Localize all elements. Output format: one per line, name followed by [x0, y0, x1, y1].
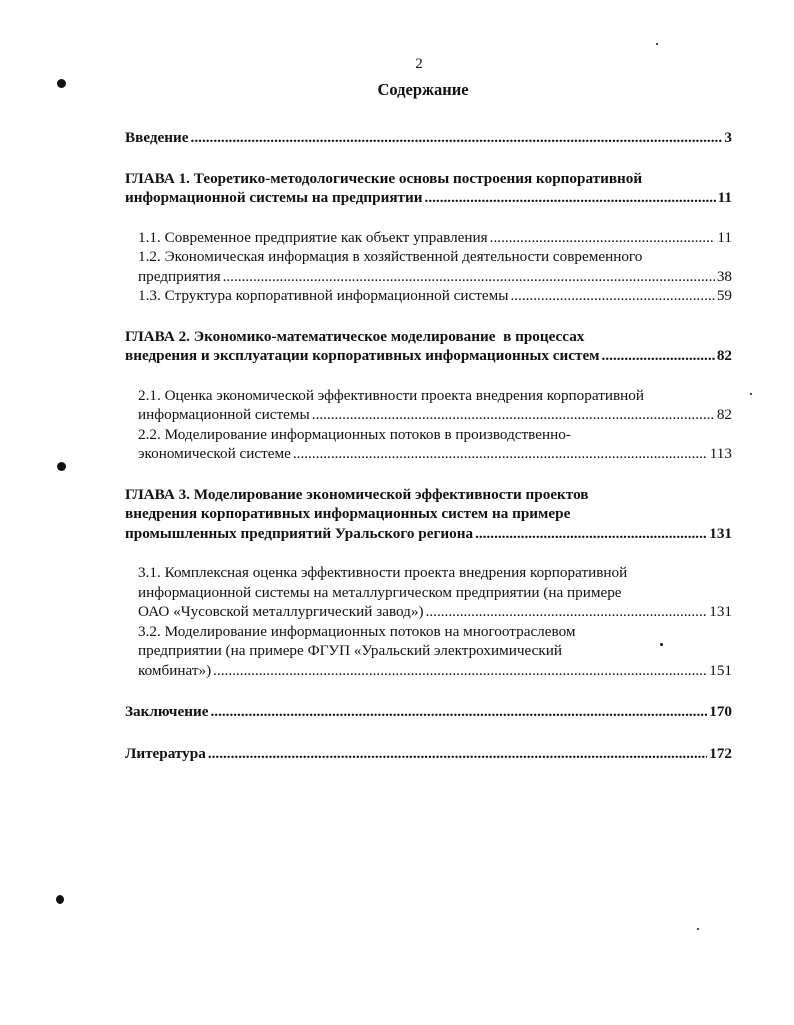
toc-page-ref: 59	[716, 287, 732, 304]
toc-section-title-line: 1.1. Современное предприятие как объект управления	[138, 228, 488, 246]
toc-section-title-line: 2.1. Оценка экономической эффективности проекта внедрения корпоративной	[138, 386, 644, 404]
toc-section-title-line: ОАО «Чусовской металлургический завод»)	[138, 603, 424, 620]
toc-entry-literature[interactable]	[125, 744, 732, 764]
toc-page-ref: 82	[716, 347, 732, 364]
toc-section-title-line: 3.2. Моделирование информационных потоков на многоотраслевом	[138, 622, 576, 640]
toc-chapter-title-line: внедрения и эксплуатации корпоративных информационных систем	[125, 347, 600, 364]
dot-leader	[293, 444, 708, 464]
dot-leader	[208, 744, 707, 764]
dot-leader	[425, 188, 716, 208]
toc-section-title-line: 2.2. Моделирование информационных потоков в производственно-	[138, 425, 571, 443]
toc-section-3-1[interactable]	[138, 563, 732, 622]
toc-entry-label: Введение	[125, 129, 189, 146]
toc-page-ref: 82	[716, 406, 732, 423]
toc-entry-conclusion[interactable]	[125, 702, 732, 722]
toc-section-title-line: информационной системы	[138, 406, 310, 423]
dot-leader	[213, 661, 707, 681]
toc-page-ref: 131	[709, 603, 732, 620]
dot-leader	[210, 702, 707, 722]
toc-chapter-title-line: ГЛАВА 3. Моделирование экономической эффективности проектов	[125, 485, 589, 503]
toc-section-3-2[interactable]	[138, 622, 732, 681]
toc-entry-introduction[interactable]	[125, 128, 732, 148]
toc-page-ref: 11	[717, 189, 732, 206]
toc-section-title-line: экономической системе	[138, 445, 291, 462]
toc-entry-label: Заключение	[125, 703, 209, 720]
toc-section-title-line: 1.3. Структура корпоративной информационной системы	[138, 287, 509, 304]
toc-chapter-3[interactable]	[125, 485, 732, 544]
page-title: Содержание	[377, 80, 469, 99]
dot-leader	[223, 267, 715, 287]
scan-speck	[656, 43, 658, 45]
binder-hole-mark	[57, 462, 66, 471]
dot-leader	[475, 524, 707, 544]
toc-section-title-line: предприятия	[138, 267, 221, 285]
dot-leader	[510, 286, 714, 306]
toc-section-2-2[interactable]	[138, 425, 732, 464]
toc-section-1-2[interactable]	[138, 247, 732, 286]
toc-section-1-3[interactable]	[138, 286, 732, 306]
dot-leader	[426, 602, 708, 622]
toc-page-ref: 3	[724, 129, 732, 146]
toc-page-ref: 170	[709, 703, 732, 720]
toc-chapter-title-line: ГЛАВА 2. Экономико-математическое моделирование в процессах	[125, 327, 585, 345]
dot-leader	[490, 228, 716, 248]
toc-page-ref: 151	[709, 661, 732, 679]
toc-section-title-line: комбинат»)	[138, 661, 212, 679]
toc-chapter-title-line: промышленных предприятий Уральского региона	[125, 524, 474, 542]
toc-entry-label: Литература	[125, 744, 206, 762]
toc-page-ref: 113	[709, 445, 732, 462]
scan-speck	[750, 393, 752, 395]
toc-chapter-title-line: информационной системы на предприятии	[125, 189, 423, 206]
toc-page-ref: 131	[709, 524, 732, 542]
toc-chapter-1[interactable]	[125, 169, 732, 208]
binder-hole-mark	[56, 895, 64, 904]
scan-speck	[697, 928, 699, 930]
page-number: 2	[415, 56, 423, 72]
dot-leader	[602, 346, 715, 366]
toc-page-ref: 38	[716, 267, 732, 285]
dot-leader	[191, 128, 723, 148]
toc-section-title-line: 3.1. Комплексная оценка эффективности проекта внедрения корпоративной	[138, 564, 628, 581]
toc-section-title-line: информационной системы на металлургическом предприятии (на примере	[138, 583, 622, 601]
toc-section-1-1[interactable]	[138, 228, 732, 248]
toc-chapter-2[interactable]	[125, 327, 732, 366]
dot-leader	[312, 405, 715, 425]
toc-section-title-line: 1.2. Экономическая информация в хозяйственной деятельности современного	[138, 248, 643, 265]
table-of-contents	[125, 128, 732, 763]
toc-chapter-title-line: внедрения корпоративных информационных систем на примере	[125, 505, 571, 522]
toc-page-ref: 172	[709, 744, 732, 762]
toc-page-ref: 11	[717, 228, 732, 246]
toc-section-title-line: предприятии (на примере ФГУП «Уральский электрохимический	[138, 642, 562, 659]
toc-section-2-1[interactable]	[138, 386, 732, 425]
toc-chapter-title-line: ГЛАВА 1. Теоретико-методологические основы построения корпоративной	[125, 169, 643, 187]
